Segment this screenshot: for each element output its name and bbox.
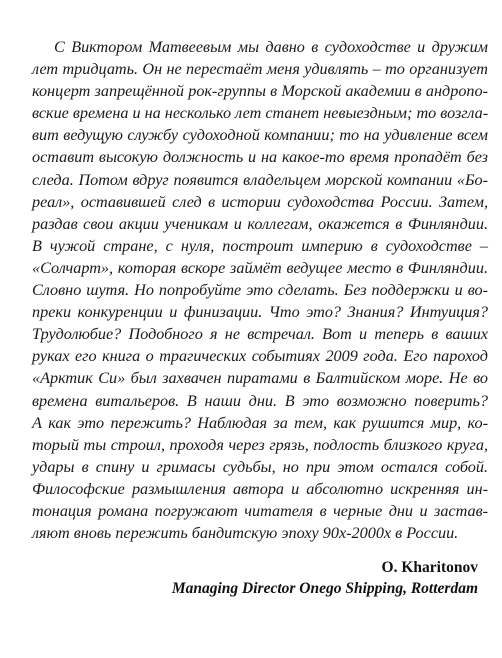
paragraph-line: торый ты строил, проходя через грязь, подлость близкого круга, [32,435,488,454]
paragraph-line: следа. Потом вдруг появится владельцем морской компании «Бо- [32,170,488,189]
paragraph-line: В чужой стране, с нуля, построит империю в судоходстве – [32,236,488,255]
paragraph-line: вские времена и на несколько лет станет невыездным; то возгла- [32,104,489,123]
paragraph-line: Трудолюбие? Подобного я не встречал. Вот и теперь в ваших [32,325,488,344]
paragraph-line: тонация романа погружают читателя в черные дни и застав- [32,501,488,520]
paragraph-line: Словно шутя. Но попробуйте это сделать. Без поддержки и во- [32,281,488,300]
author-signature [172,557,478,600]
paragraph-line: ляют вновь пережить бандитскую эпоху 90х-2000х в России. [32,524,459,543]
author-name: O. Kharitonov [381,559,478,576]
author-title: Managing Director Onego Shipping, Rotterdam [171,580,478,597]
paragraph-line: Философские размышления автора и абсолютно искренняя ин- [32,479,488,498]
paragraph-line: раздав свои акции ученикам и коллегам, окажется в Финляндии. [32,214,488,233]
paragraph-line: руках его книга о трагических событиях 2009 года. Его пароход [32,347,488,366]
review-paragraph [32,36,488,544]
paragraph-line: лет тридцать. Он не перестаёт меня удивлять – то организует [32,60,488,79]
paragraph-line: А как это пережить? Наблюдая за тем, как рушится мир, ко- [32,413,488,432]
paragraph-line: оставит высокую должность и на какое-то время пропадёт без [32,148,488,167]
paragraph-line: «Солчарт», которая вскоре займёт ведущее место в Финляндии. [32,258,488,277]
paragraph-line: С Виктором Матвеевым мы давно в судоходстве и дружим [54,38,488,56]
paragraph-line: удары в спину и гримасы судьбы, но при этом остался собой. [32,457,488,476]
paragraph-line: «Арктик Си» был захвачен пиратами в Балтийском море. Не во [32,369,488,388]
paragraph-line: преки конкуренции и финизации. Что это? Знания? Интуиция? [32,303,488,322]
paragraph-line: времена витальеров. В наши дни. В это возможно поверить? [32,391,488,410]
paragraph-line: концерт запрещённой рок-группы в Морской академии в андропо- [32,82,488,101]
paragraph-line: вит ведущую службу судоходной компании; то на удивление всем [32,126,488,145]
paragraph-line: реал», оставившей след в истории судоходства России. Затем, [32,192,488,211]
